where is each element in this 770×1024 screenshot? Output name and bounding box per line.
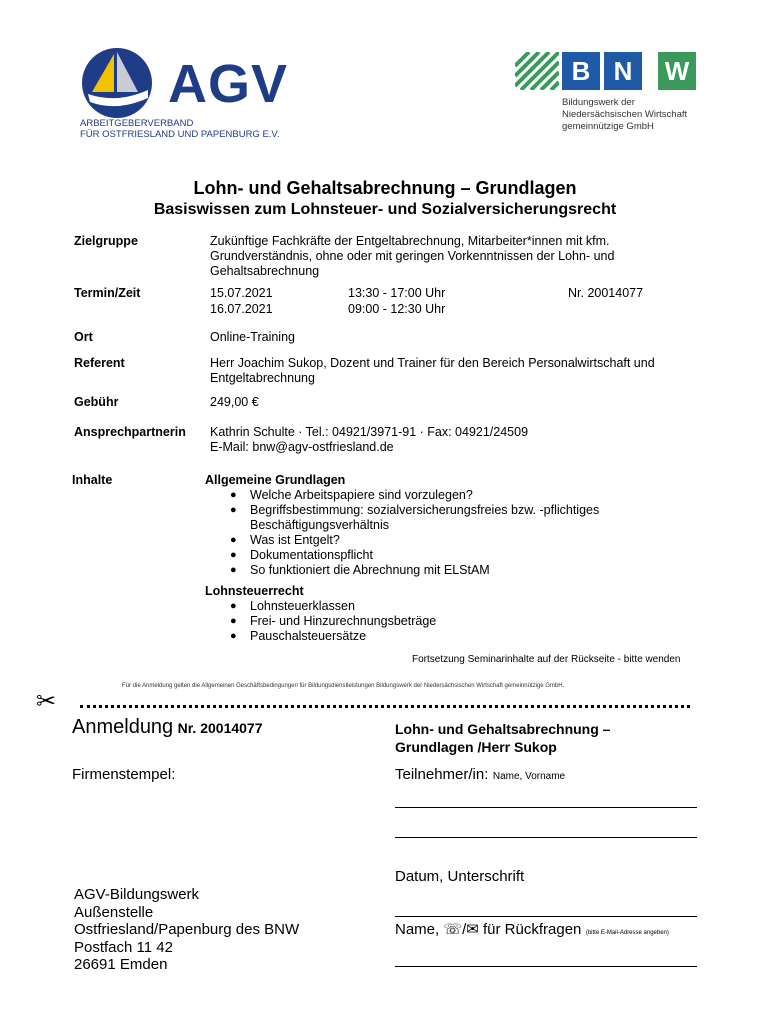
anmeldung-course-line-1: Lohn- und Gehaltsabrechnung – xyxy=(395,721,611,737)
bnw-subtitle-3: gemeinnützige GmbH xyxy=(562,121,654,132)
gebuehr-value: 249,00 € xyxy=(210,395,259,409)
section-1-title: Allgemeine Grundlagen xyxy=(205,473,346,487)
teilnehmer-hint: Name, Vorname xyxy=(492,771,566,782)
ansprech-line-2: E-Mail: bnw@agv-ostfriesland.de xyxy=(210,440,394,454)
ansprech-label: Ansprechpartnerin xyxy=(74,425,186,439)
teilnehmer-label: Teilnehmer/in: Name, Vorname xyxy=(395,766,566,783)
list-item: ● Was ist Entgelt? xyxy=(230,533,340,547)
bnw-letter-w: W xyxy=(658,52,696,90)
address-line: AGV-Bildungswerk xyxy=(74,886,200,903)
section-2-list xyxy=(205,599,705,644)
bnw-logo xyxy=(0,0,770,140)
address-line: Ostfriesland/Papenburg des BNW xyxy=(74,921,300,938)
bnw-stripes-icon xyxy=(515,52,559,90)
bnw-subtitle-2: Niedersächsischen Wirtschaft xyxy=(562,109,688,120)
inhalte-label: Inhalte xyxy=(72,473,113,487)
anmeldung-title: Anmeldung xyxy=(72,716,174,738)
address-line: 26691 Emden xyxy=(74,956,168,973)
name-fuer-label: Name, ☏/✉ für Rückfragen (bitte E-Mail-Adresse angeben) xyxy=(395,921,669,938)
address-line: Postfach 11 42 xyxy=(74,938,173,956)
list-item: Beschäftigungsverhältnis xyxy=(250,518,389,532)
return-address xyxy=(74,886,299,974)
anmeldung-course-line-2: Grundlagen /Herr Sukop xyxy=(395,739,557,755)
address-line: Außenstelle xyxy=(74,903,154,921)
gebuehr-label: Gebühr xyxy=(74,395,119,409)
list-item: ● Begriffsbestimmung: sozialversicherungsfreies bzw. -pflichtiges xyxy=(230,503,600,517)
bnw-letter-b: B xyxy=(562,52,600,90)
list-item: ● Pauschalsteuersätze xyxy=(230,629,367,643)
list-item: ● So funktioniert die Abrechnung mit ELStAM xyxy=(230,563,490,577)
agv-subtitle-1: ARBEITGEBERVERBAND xyxy=(80,118,194,129)
section-2-title: Lohnsteuerrecht xyxy=(205,584,304,598)
termin-time-1: 13:30 - 17:00 Uhr xyxy=(348,286,446,300)
bnw-subtitle-1: Bildungswerk der xyxy=(562,97,635,108)
ansprech-value xyxy=(210,425,690,455)
list-item: ● Dokumentationspflicht xyxy=(230,548,373,562)
scissors-icon: ✂ xyxy=(36,688,57,715)
anmeldung-course xyxy=(395,720,610,756)
section-1-list xyxy=(205,488,705,578)
zielgruppe-value xyxy=(210,234,680,279)
name-line[interactable] xyxy=(395,966,697,967)
termin-date-2: 16.07.2021 xyxy=(210,302,273,316)
anmeldung-heading xyxy=(72,716,263,739)
inhalte-content xyxy=(205,473,705,644)
referent-label: Referent xyxy=(74,356,125,370)
agb-note: Für die Anmeldung gelten die Allgemeinen Geschäftsbedingungen für Bildungsdienstleistungen Bildungswerk der Niedersächsischen Wirtschaft gemeinnützige GmbH. xyxy=(122,683,565,689)
datum-line[interactable] xyxy=(395,916,697,917)
termin-label: Termin/Zeit xyxy=(74,286,141,300)
list-item: ● Frei- und Hinzurechnungsbeträge xyxy=(230,614,437,628)
email-hint: (bitte E-Mail-Adresse angeben) xyxy=(585,930,669,936)
referent-line-1: Herr Joachim Sukop, Dozent und Trainer für den Bereich Personalwirtschaft und xyxy=(210,356,655,370)
referent-value xyxy=(210,356,690,386)
anmeldung-number: Nr. 20014077 xyxy=(177,720,263,736)
page-title: Lohn- und Gehaltsabrechnung – Grundlagen xyxy=(193,178,577,198)
termin-time-2: 09:00 - 12:30 Uhr xyxy=(348,302,446,316)
zielgruppe-line-3: Gehaltsabrechnung xyxy=(210,264,320,278)
ansprech-line-1: Kathrin Schulte · Tel.: 04921/3971-91 · Fax: 04921/24509 xyxy=(210,425,529,439)
referent-line-2: Entgeltabrechnung xyxy=(210,371,315,385)
page-subtitle: Basiswissen zum Lohnsteuer- und Sozialversicherungsrecht xyxy=(153,201,617,218)
teilnehmer-line-1[interactable] xyxy=(395,807,697,808)
agv-name: AGV xyxy=(168,54,289,114)
zielgruppe-line-1: Zukünftige Fachkräfte der Entgeltabrechnung, Mitarbeiter*innen mit kfm. xyxy=(210,234,610,248)
firmenstempel-label: Firmenstempel: xyxy=(72,766,176,783)
list-item: ● Welche Arbeitspapiere sind vorzulegen? xyxy=(230,488,473,502)
fortsetzung-note: Fortsetzung Seminarinhalte auf der Rückseite - bitte wenden xyxy=(412,654,681,665)
list-item: ● Lohnsteuerklassen xyxy=(230,599,355,613)
zielgruppe-line-2: Grundverständnis, ohne oder mit geringen Vorkenntnissen der Lohn- und xyxy=(210,249,615,263)
ort-value: Online-Training xyxy=(210,330,295,344)
termin-date-1: 15.07.2021 xyxy=(210,286,273,300)
ort-label: Ort xyxy=(74,330,93,344)
teilnehmer-line-2[interactable] xyxy=(395,837,697,838)
datum-label: Datum, Unterschrift xyxy=(395,868,525,885)
course-number: Nr. 20014077 xyxy=(568,286,644,300)
agv-subtitle-2: FÜR OSTFRIESLAND UND PAPENBURG E.V. xyxy=(80,129,280,140)
cut-line xyxy=(80,705,690,708)
bnw-letter-n: N xyxy=(604,52,642,90)
zielgruppe-label: Zielgruppe xyxy=(74,234,138,248)
